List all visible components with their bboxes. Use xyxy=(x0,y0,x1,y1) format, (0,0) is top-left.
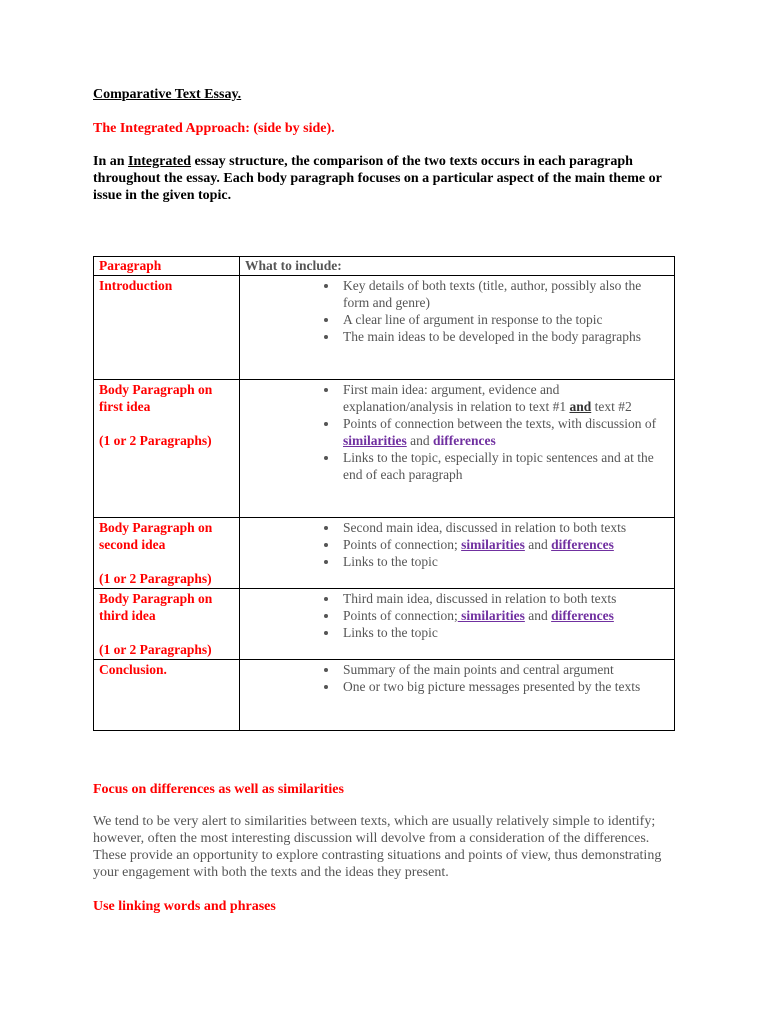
row-sublabel: (1 or 2 Paragraphs) xyxy=(99,642,212,657)
row-content xyxy=(240,276,675,380)
differences-term: differences xyxy=(433,433,496,448)
row-label-text: Body Paragraph on second idea xyxy=(99,520,213,552)
row-sublabel: (1 or 2 Paragraphs) xyxy=(99,433,212,448)
table-row-conclusion xyxy=(94,660,675,731)
list-item: • Summary of the main points and central argument xyxy=(339,661,669,678)
row-label xyxy=(94,589,240,660)
intro-paragraph xyxy=(93,153,683,204)
document-page xyxy=(93,86,683,914)
list-item xyxy=(339,381,669,415)
list-item: • Third main idea, discussed in relation to both texts xyxy=(339,590,669,607)
row-label xyxy=(94,380,240,518)
bullet-list xyxy=(245,661,669,695)
list-item: • One or two big picture messages presented by the texts xyxy=(339,678,669,695)
header-what-to-include: What to include: xyxy=(240,257,675,276)
essay-outline-table xyxy=(93,256,675,731)
row-label xyxy=(94,518,240,589)
linking-heading: Use linking words and phrases xyxy=(93,899,276,914)
list-item: • The main ideas to be developed in the body paragraphs xyxy=(339,328,669,345)
row-label xyxy=(94,660,240,731)
item-text: First main idea: argument, evidence and explanation/analysis in relation to text #1 xyxy=(343,382,570,414)
bullet-list xyxy=(245,590,669,641)
similarities-link[interactable]: similarities xyxy=(343,433,407,448)
row-content xyxy=(240,660,675,731)
bullet-list xyxy=(245,381,669,483)
bullet-list xyxy=(245,277,669,345)
row-sublabel: (1 or 2 Paragraphs) xyxy=(99,571,212,586)
row-content xyxy=(240,589,675,660)
list-item: • Key details of both texts (title, author, possibly also the form and genre) xyxy=(339,277,669,311)
table-row-introduction xyxy=(94,276,675,380)
similarities-link[interactable]: similarities xyxy=(457,608,525,623)
item-text: text #2 xyxy=(591,399,632,414)
focus-heading: Focus on differences as well as similarities xyxy=(93,782,344,797)
list-item: • Second main idea, discussed in relation to both texts xyxy=(339,519,669,536)
list-item xyxy=(339,607,669,624)
table-row-second-idea xyxy=(94,518,675,589)
item-text: Points of connection; xyxy=(343,537,462,552)
bullet-list xyxy=(245,519,669,570)
item-text: and xyxy=(524,608,552,623)
list-item xyxy=(339,415,669,449)
intro-prefix: In an xyxy=(93,154,129,169)
row-label-text: Body Paragraph on third idea xyxy=(99,591,213,623)
differences-link[interactable]: differences xyxy=(551,608,614,623)
item-text: Points of connection; xyxy=(343,608,458,623)
row-content xyxy=(240,380,675,518)
row-content xyxy=(240,518,675,589)
similarities-link[interactable]: similarities xyxy=(461,537,525,552)
focus-paragraph: We tend to be very alert to similarities between texts, which are usually relatively simple to identify; however, often the most interesting discussion will devolve from a consideration of the differences. These provide an opportunity to explore contrasting situations and points of view, thus demonstrating your engagement with both the texts and the ideas they present. xyxy=(93,814,662,880)
row-label-text: Body Paragraph on first idea xyxy=(99,382,213,414)
table-row-third-idea xyxy=(94,589,675,660)
table-row-first-idea xyxy=(94,380,675,518)
document-title: Comparative Text Essay. xyxy=(93,87,242,102)
approach-heading: The Integrated Approach: (side by side). xyxy=(93,121,335,136)
intro-suffix: essay structure, the comparison of the two texts occurs in each paragraph throughout the essay. Each body paragraph focuses on a particular aspect of the main theme or issue in the given topic. xyxy=(93,154,662,203)
row-label-text: Conclusion. xyxy=(99,662,167,677)
row-label xyxy=(94,276,240,380)
header-paragraph: Paragraph xyxy=(94,257,240,276)
list-item xyxy=(339,536,669,553)
intro-underlined: Integrated xyxy=(128,154,192,169)
list-item: • Links to the topic xyxy=(339,624,669,641)
differences-link[interactable]: differences xyxy=(551,537,614,552)
list-item: • Links to the topic xyxy=(339,553,669,570)
item-text: and xyxy=(524,537,552,552)
item-text: and xyxy=(406,433,433,448)
table-header-row xyxy=(94,257,675,276)
list-item: • A clear line of argument in response to the topic xyxy=(339,311,669,328)
item-emphasis: and xyxy=(569,399,592,414)
item-text: Points of connection between the texts, with discussion of xyxy=(343,416,657,431)
row-label-text: Introduction xyxy=(99,278,173,293)
list-item: • Links to the topic, especially in topic sentences and at the end of each paragraph xyxy=(339,449,669,483)
